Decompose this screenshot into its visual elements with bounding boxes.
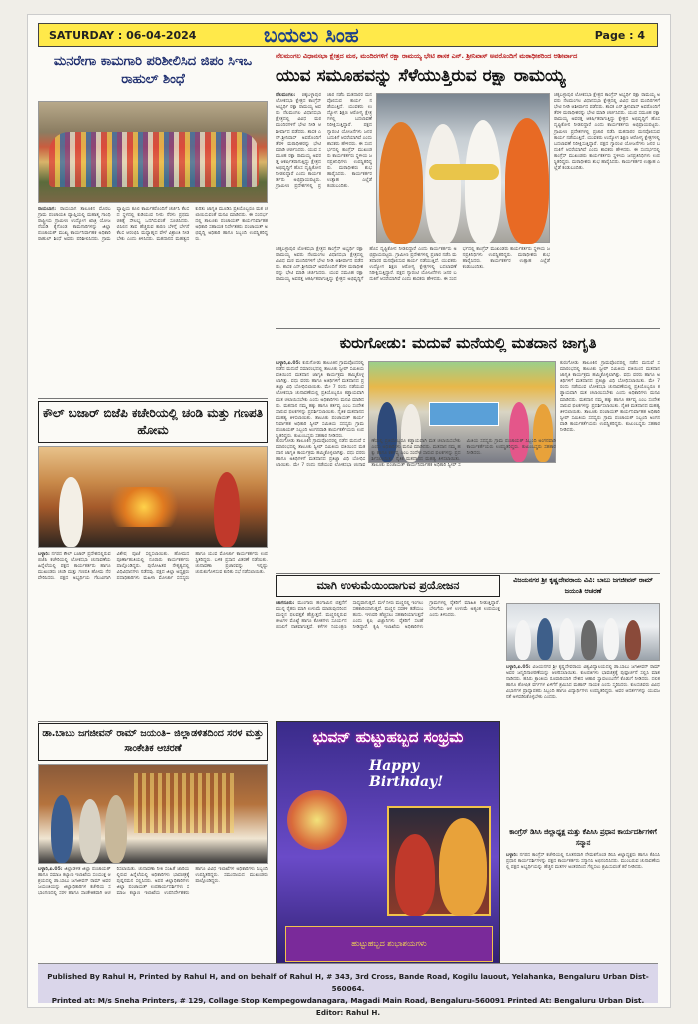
divider — [38, 398, 268, 399]
a7-dateline: ಬಳ್ಳಾರಿ,ಏ.05: — [506, 665, 531, 670]
divider — [38, 721, 268, 722]
a1-headline: ಮನರೇಗಾ ಕಾಮಗಾರಿ ಪರಿಶೀಲಿಸಿದ ಜಿಪಂ ಸಿಇಒ ರಾಹುಲ್ ಶಿಂಧೆ — [53, 54, 253, 87]
a5-dateline: ಬಳ್ಳಾರಿ,ಏ.05: — [276, 361, 301, 366]
a5-headline: ಕುರುಗೋಡು: ಮದುವೆ ಮನೆಯಲ್ಲಿ ಮತದಾನ ಜಾಗೃತಿ — [339, 334, 597, 352]
a5-body-left: ಬಳ್ಳಾರಿ,ಏ.05: ಕುರುಗೋಡು ತಾಲೂಕಿನ ಗ್ರಾಮವೊಂದರಲ್ಲಿ ನಡೆದ ಮದುವೆ ಸಮಾರಂಭದಲ್ಲಿ ತಾಲೂಕು ಸ್ವೀಪ್ ಸಮಿತಿಯ ವತಿಯಿಂದ ಮತದಾನ ಜಾಗೃತಿ ಕಾರ್ಯಕ್ರಮ ಹಮ್ಮಿಕೊಳ್ಳಲಾಗಿತ್ತು. ವಧು ವರರು ಹಾಗೂ ಅತಿಥಿಗಳಿಗೆ ಮತದಾನದ ಪ್ರತಿಜ್ಞಾ ವಿಧಿ ಬೋಧಿಸಲಾಯಿತು. ಮೇ 7 ರಂದು ನಡೆಯುವ ಲೋಕಸಭಾ ಚುನಾವಣೆಯಲ್ಲಿ ಪ್ರತಿಯೊಬ್ಬರೂ ಕಡ್ಡಾಯವಾಗಿ ಮತ ಚಲಾಯಿಸಬೇಕು ಎಂದು ಅಧಿಕಾರಿಗಳು ಮನವಿ ಮಾಡಿದರು. ಮತದಾನ ನಮ್ಮ ಹಕ್ಕು ಹಾಗೂ ಕರ್ತವ್ಯ ಎಂಬ ಸಂದೇಶ ಸಾರುವ ಫಲಕಗಳನ್ನು ಪ್ರದರ್ಶಿಸಲಾಯಿತು. ನೈತಿಕ ಮತದಾನದ ಮಹತ್ವ ತಿಳಿಸಲಾಯಿತು. ತಾಲೂಕು ಪಂಚಾಯತ್ ಕಾರ್ಯನಿರ್ವಾಹಕ ಅಧಿಕಾರಿ ಸ್ವೀಪ್ ಸಮಿತಿಯ ಸದಸ್ಯರು ಗ್ರಾಮ ಪಂಚಾಯತ್ ಸಿಬ್ಬಂದಿ ಅಂಗನವಾಡಿ ಕಾರ್ಯಕರ್ತೆಯರು ಉಪಸ್ಥಿತರಿದ್ದರು. ಕುಟುಂಬಸ್ಥರು ಸಹಕಾರ ನೀಡಿದರು. — [276, 361, 364, 440]
a8-headline-box — [506, 827, 660, 851]
a8-headline: ಕಾಂಗ್ರೆಸ್ ಡಿಸಿಸಿ ಜಿಲ್ಲಾಧ್ಯಕ್ಷ ಮತ್ತು ಕೆಪಿಸಿಸಿ ಪ್ರಧಾನ ಕಾರ್ಯದರ್ಶಿಗಳಿಗೆ ಸನ್ಮಾನ — [509, 828, 657, 847]
footer-imprint — [38, 963, 658, 1017]
a4-headline: ಯುವ ಸಮೂಹವನ್ನು ಸೆಳೆಯುತ್ತಿರುವ ರಕ್ಷಾ ರಾಮಯ್ಯ — [276, 66, 566, 86]
a8-dateline: ಬಳ್ಳಾರಿ: — [506, 853, 518, 858]
footer-line2: Printed at: M/s Sneha Printers, # 129, Collage Stop Kempegowdanagara, Magadi Main Road, Bengaluru-560091 Printed At: Bengaluru Urban Dist. Editor: Rahul H. — [51, 996, 645, 1017]
a5-body-right: ಕುರುಗೋಡು ತಾಲೂಕಿನ ಗ್ರಾಮವೊಂದರಲ್ಲಿ ನಡೆದ ಮದುವೆ ಸಮಾರಂಭದಲ್ಲಿ ತಾಲೂಕು ಸ್ವೀಪ್ ಸಮಿತಿಯ ವತಿಯಿಂದ ಮತದಾನ ಜಾಗೃತಿ ಕಾರ್ಯಕ್ರಮ ಹಮ್ಮಿಕೊಳ್ಳಲಾಗಿತ್ತು. ವಧು ವರರು ಹಾಗೂ ಅತಿಥಿಗಳಿಗೆ ಮತದಾನದ ಪ್ರತಿಜ್ಞಾ ವಿಧಿ ಬೋಧಿಸಲಾಯಿತು. ಮೇ 7 ರಂದು ನಡೆಯುವ ಲೋಕಸಭಾ ಚುನಾವಣೆಯಲ್ಲಿ ಪ್ರತಿಯೊಬ್ಬರೂ ಕಡ್ಡಾಯವಾಗಿ ಮತ ಚಲಾಯಿಸಬೇಕು ಎಂದು ಅಧಿಕಾರಿಗಳು ಮನವಿ ಮಾಡಿದರು. ಮತದಾನ ನಮ್ಮ ಹಕ್ಕು ಹಾಗೂ ಕರ್ತವ್ಯ ಎಂಬ ಸಂದೇಶ ಸಾರುವ ಫಲಕಗಳನ್ನು ಪ್ರದರ್ಶಿಸಲಾಯಿತು. ನೈತಿಕ ಮತದಾನದ ಮಹತ್ವ ತಿಳಿಸಲಾಯಿತು. ತಾಲೂಕು ಪಂಚಾಯತ್ ಕಾರ್ಯನಿರ್ವಾಹಕ ಅಧಿಕಾರಿ ಸ್ವೀಪ್ ಸಮಿತಿಯ ಸದಸ್ಯರು ಗ್ರಾಮ ಪಂಚಾಯತ್ ಸಿಬ್ಬಂದಿ ಅಂಗನವಾಡಿ ಕಾರ್ಯಕರ್ತೆಯರು ಉಪಸ್ಥಿತರಿದ್ದರು. ಕುಟುಂಬಸ್ಥರು ಸಹಕಾರ ನೀಡಿದರು. — [560, 361, 660, 434]
puja-photo — [38, 446, 268, 548]
a3-headline-box — [38, 723, 268, 761]
a6-dateline: ಚಾಗನೂರು: — [276, 601, 295, 606]
a5-body-bottom: ಕುರುಗೋಡು ತಾಲೂಕಿನ ಗ್ರಾಮವೊಂದರಲ್ಲಿ ನಡೆದ ಮದುವೆ ಸಮಾರಂಭದಲ್ಲಿ ತಾಲೂಕು ಸ್ವೀಪ್ ಸಮಿತಿಯ ವತಿಯಿಂದ ಮತದಾನ ಜಾಗೃತಿ ಕಾರ್ಯಕ್ರಮ ಹಮ್ಮಿಕೊಳ್ಳಲಾಗಿತ್ತು. ವಧು ವರರು ಹಾಗೂ ಅತಿಥಿಗಳಿಗೆ ಮತದಾನದ ಪ್ರತಿಜ್ಞಾ ವಿಧಿ ಬೋಧಿಸಲಾಯಿತು. ಮೇ 7 ರಂದು ನಡೆಯುವ ಲೋಕಸಭಾ ಚುನಾವಣೆಯಲ್ಲಿ ಪ್ರತಿಯೊಬ್ಬರೂ ಕಡ್ಡಾಯವಾಗಿ ಮತ ಚಲಾಯಿಸಬೇಕು ಎಂದು ಅಧಿಕಾರಿಗಳು ಮನವಿ ಮಾಡಿದರು. ಮತದಾನ ನಮ್ಮ ಹಕ್ಕು ಹಾಗೂ ಕರ್ತವ್ಯ ಎಂಬ ಸಂದೇಶ ಸಾರುವ ಫಲಕಗಳನ್ನು ಪ್ರದರ್ಶಿಸಲಾಯಿತು. ನೈತಿಕ ಮತದಾನದ ಮಹತ್ವ ತಿಳಿಸಲಾಯಿತು. ತಾಲೂಕು ಪಂಚಾಯತ್ ಕಾರ್ಯನಿರ್ವಾಹಕ ಅಧಿಕಾರಿ ಸ್ವೀಪ್ ಸಮಿತಿಯ ಸದಸ್ಯರು ಗ್ರಾಮ ಪಂಚಾಯತ್ ಸಿಬ್ಬಂದಿ ಅಂಗನವಾಡಿ ಕಾರ್ಯಕರ್ತೆಯರು ಉಪಸ್ಥಿತರಿದ್ದರು. ಕುಟುಂಬಸ್ಥರು ಸಹಕಾರ ನೀಡಿದರು. — [276, 439, 556, 469]
a3-body: ಬಳ್ಳಾರಿ,ಏ.05: ಜಿಲ್ಲಾಡಳಿತ ಜಿಲ್ಲಾ ಪಂಚಾಯತ್ ಹಾಗೂ ಸಮಾಜ ಕಲ್ಯಾಣ ಇಲಾಖೆಯ ಸಂಯುಕ್ತ ಆಶ್ರಯದಲ್ಲಿ ಡಾ.ಬಾಬು ಜಗಜೀವನ್ ರಾಮ್ ಅವರ ಜಯಂತಿಯನ್ನು ಜಿಲ್ಲಾಧಿಕಾರಿಗಳ ಕಚೇರಿಯ ಸಭಾಂಗಣದಲ್ಲಿ ಸರಳ ಹಾಗೂ ಸಾಂಕೇತಿಕವಾಗಿ ಆಚರಿಸಲಾಯಿತು. ಚುನಾವಣಾ ನೀತಿ ಸಂಹಿತೆ ಜಾರಿಯಲ್ಲಿರುವ ಹಿನ್ನೆಲೆಯಲ್ಲಿ ಅಧಿಕಾರಿಗಳು ಭಾವಚಿತ್ರಕ್ಕೆ ಪುಷ್ಪನಮನ ಸಲ್ಲಿಸಿದರು. ಅಪರ ಜಿಲ್ಲಾಧಿಕಾರಿಗಳು ಜಿಲ್ಲಾ ಪಂಚಾಯತ್ ಉಪಕಾರ್ಯದರ್ಶಿಗಳು ಸಮಾಜ ಕಲ್ಯಾಣ ಇಲಾಖೆಯ ಉಪನಿರ್ದೇಶಕರು ಹಾಗೂ ವಿವಿಧ ಇಲಾಖೆಗಳ ಅಧಿಕಾರಿಗಳು ಸಿಬ್ಬಂದಿ ಉಪಸ್ಥಿತರಿದ್ದರು. ಸಮುದಾಯದ ಮುಖಂಡರು ಪಾಲ್ಗೊಂಡಿದ್ದರು. — [38, 867, 268, 897]
a1-body: ರಾಯಬಾಗ: ರಾಯಬಾಗ ತಾಲೂಕಿನ ಮೊರಬ ಗ್ರಾಮ ಪಂಚಾಯತಿ ವ್ಯಾಪ್ತಿಯಲ್ಲಿ ಮಹಾತ್ಮ ಗಾಂಧಿ ರಾಷ್ಟ್ರೀಯ ಗ್ರಾಮೀಣ ಉದ್ಯೋಗ ಖಾತ್ರಿ ಯೋಜನೆಯಡಿ ಕೈಗೊಂಡ ಕಾಮಗಾರಿಗಳನ್ನು ಜಿಲ್ಲಾ ಪಂಚಾಯತ್ ಮುಖ್ಯ ಕಾರ್ಯನಿರ್ವಾಹಕ ಅಧಿಕಾರಿ ರಾಹುಲ್ ಶಿಂಧೆ ಅವರು ಪರಿಶೀಲಿಸಿದರು. ಗ್ರಾಮ ವ್ಯಾಪ್ತಿಯ ಕೂಲಿ ಕಾರ್ಮಿಕರೊಂದಿಗೆ ಚರ್ಚಿಸಿ ಕೆಲಸದ ಸ್ಥಳದಲ್ಲಿ ಕುಡಿಯುವ ನೀರು ನೆರಳು ಪ್ರಥಮ ಚಿಕಿತ್ಸೆ ಸೌಲಭ್ಯ ಒದಗಿಸುವಂತೆ ಸೂಚಿಸಿದರು. ಬಿಸಿಲಿನ ತಾಪ ಹೆಚ್ಚಿರುವ ಕಾರಣ ಬೆಳಿಗ್ಗೆ ಬೇಗನೆ ಕೆಲಸ ಆರಂಭಿಸಿ ಮಧ್ಯಾಹ್ನದ ವೇಳೆ ವಿಶ್ರಾಂತಿ ನೀಡಬೇಕು ಎಂದು ತಿಳಿಸಿದರು. ಮತದಾನದ ಮಹತ್ವದ ಕುರಿತು ಜಾಗೃತಿ ಮೂಡಿಸಿ ಪ್ರತಿಯೊಬ್ಬರೂ ಮತ ಚಲಾಯಿಸುವಂತೆ ಮನವಿ ಮಾಡಿದರು. ಈ ಸಂದರ್ಭದಲ್ಲಿ ತಾಲೂಕು ಪಂಚಾಯತ್ ಕಾರ್ಯನಿರ್ವಾಹಕ ಅಧಿಕಾರಿ ಸಹಾಯಕ ನಿರ್ದೇಶಕರು ಪಂಚಾಯತ್ ಅಭಿವೃದ್ಧಿ ಅಧಿಕಾರಿ ಹಾಗೂ ಸಿಬ್ಬಂದಿ ಉಪಸ್ಥಿತರಿದ್ದರು. — [38, 207, 268, 243]
university-photo — [506, 603, 660, 661]
a6-body: ಚಾಗನೂರು: ಮುಂಗಾರು ಹಂಗಾಮಿನ ಬಿತ್ತನೆಗೆ ಮುನ್ನ ರೈತರು ಮಾಗಿ ಉಳುಮೆ ಮಾಡುವುದರಿಂದ ಮಣ್ಣಿನ ಫಲವತ್ತತೆ ಹೆಚ್ಚುತ್ತದೆ. ಮಣ್ಣಿನಲ್ಲಿರುವ ಕೀಟಗಳ ಮೊಟ್ಟೆ ಹಾಗೂ ಕೋಶಗಳು ಸೂರ್ಯನ ಬಿಸಿಲಿಗೆ ನಾಶವಾಗುತ್ತವೆ. ಕಳೆಗಳ ನಿಯಂತ್ರಣ ಸಾಧ್ಯವಾಗುತ್ತದೆ. ಮಳೆ ನೀರು ಮಣ್ಣಿನಲ್ಲಿ ಇಂಗಲು ಸಹಕಾರಿಯಾಗುತ್ತದೆ. ಮಣ್ಣಿನ ಸವಕಳಿ ತಡೆಯಬಹುದು. ಇಳುವರಿ ಹೆಚ್ಚಿಸಲು ಸಹಕಾರಿಯಾಗುತ್ತದೆ ಎಂದು ಕೃಷಿ ವಿಜ್ಞಾನಿಗಳು ರೈತರಿಗೆ ಸಲಹೆ ನೀಡಿದ್ದಾರೆ. ಕೃಷಿ ಇಲಾಖೆಯ ಅಧಿಕಾರಿಗಳು ಗ್ರಾಮಗಳಲ್ಲಿ ರೈತರಿಗೆ ಮಾಹಿತಿ ನೀಡುತ್ತಿದ್ದಾರೆ. ಬೇಸಿಗೆಯ ಆಳ ಉಳುಮೆ ಅತ್ಯಂತ ಉಪಯುಕ್ತ ಎಂದು ತಿಳಿಸಿದರು. — [276, 601, 500, 631]
a7-headline: ವಿಜಯನಗರ ಶ್ರೀ ಕೃಷ್ಣದೇವರಾಯ ವಿವಿ: ಬಾಬು ಜಗಜೀವನ್ ರಾಮ್ ಜಯಂತಿ ಆಚರಣೆ — [513, 576, 653, 595]
page-number: Page : 4 — [594, 29, 645, 42]
a4-body-right: ಚಿಕ್ಕಬಳ್ಳಾಪುರ ಲೋಕಸಭಾ ಕ್ಷೇತ್ರದ ಕಾಂಗ್ರೆಸ್ ಅಭ್ಯರ್ಥಿ ರಕ್ಷಾ ರಾಮಯ್ಯ ಅವರು ನೆಲಮಂಗಲ ವಿಧಾನಸಭಾ ಕ್ಷೇತ್ರದಲ್ಲಿ ವಿವಿಧ ಮಠ ಮಂದಿರಗಳಿಗೆ ಭೇಟಿ ನೀಡಿ ಆಶೀರ್ವಾದ ಪಡೆದರು. ಶಾಸಕ ಎನ್.ಶ್ರೀನಿವಾಸ್ ಅವರೊಂದಿಗೆ ತೆರಳಿ ಮಠಾಧೀಶರನ್ನು ಭೇಟಿ ಮಾಡಿ ಚರ್ಚಿಸಿದರು. ಯುವ ಸಮೂಹ ರಕ್ಷಾ ರಾಮಯ್ಯ ಅವರತ್ತ ಆಕರ್ಷಿತರಾಗುತ್ತಿದ್ದು ಕ್ಷೇತ್ರದ ಅಭಿವೃದ್ಧಿಗೆ ಹೊಸ ದೃಷ್ಟಿಕೋನ ನೀಡಲಿದ್ದಾರೆ ಎಂದು ಕಾರ್ಯಕರ್ತರು ಅಭಿಪ್ರಾಯಪಟ್ಟರು. ಗ್ರಾಮೀಣ ಪ್ರದೇಶಗಳಲ್ಲಿ ಪ್ರಚಾರ ನಡೆಸಿ ಮತದಾರರ ಮನವೊಲಿಸುವ ಕಾರ್ಯ ನಡೆಯುತ್ತಿದೆ. ಯುವಕರು ಉದ್ಯೋಗ ಶಿಕ್ಷಣ ಆರೋಗ್ಯ ಕ್ಷೇತ್ರಗಳಲ್ಲಿ ಬದಲಾವಣೆ ನಿರೀಕ್ಷಿಸುತ್ತಿದ್ದಾರೆ. ಪಕ್ಷದ ಗ್ಯಾರಂಟಿ ಯೋಜನೆಗಳು ಜನರ ಬದುಕಿಗೆ ಆಸರೆಯಾಗಿವೆ ಎಂದು ಶಾಸಕರು ಹೇಳಿದರು. ಈ ಸಂದರ್ಭದಲ್ಲಿ ಕಾಂಗ್ರೆಸ್ ಮುಖಂಡರು ಕಾರ್ಯಕರ್ತರು ಸ್ಥಳೀಯ ಜನಪ್ರತಿನಿಧಿಗಳು ಉಪಸ್ಥಿತರಿದ್ದರು. ಮಠಾಧೀಶರು ಶುಭ ಹಾರೈಸಿದರು. ಕಾರ್ಯಕರ್ತರ ಉತ್ಸಾಹ ಎಲ್ಲೆಡೆ ಕಂಡುಬಂದಿತು. — [554, 93, 660, 172]
a4-dateline: ನೆಲಮಂಗಲ: — [276, 93, 296, 98]
divider — [276, 573, 660, 574]
a1-dateline: ರಾಯಬಾಗ: — [38, 207, 57, 212]
bday-wish: ಹುಟ್ಟುಹಬ್ಬದ ಶುಭಾಶಯಗಳು — [285, 926, 493, 962]
divider — [276, 328, 660, 329]
swamiji-photo — [376, 93, 550, 243]
birthday-ad — [276, 721, 500, 969]
masthead — [38, 23, 658, 47]
a3-headline: ಡಾ.ಬಾಬು ಜಗಜೀವನ್ ರಾಮ್ ಜಯಂತಿ– ಜಿಲ್ಲಾಡಳಿತದಿಂದ ಸರಳ ಮತ್ತು ಸಾಂಕೇತಿಕ ಆಚರಣೆ — [42, 728, 264, 754]
a3-dateline: ಬಳ್ಳಾರಿ,ಏ.05: — [38, 867, 63, 872]
a4-headline-box — [276, 64, 660, 90]
flower-bouquet-icon — [287, 790, 347, 850]
a8-body: ಬಳ್ಳಾರಿ: ನಗರದ ಕಾಂಗ್ರೆಸ್ ಕಚೇರಿಯಲ್ಲಿ ನೂತನವಾಗಿ ನೇಮಕಗೊಂಡ ಡಿಸಿಸಿ ಜಿಲ್ಲಾಧ್ಯಕ್ಷರು ಹಾಗೂ ಕೆಪಿಸಿಸಿ ಪ್ರಧಾನ ಕಾರ್ಯದರ್ಶಿಗಳನ್ನು ಪಕ್ಷದ ಕಾರ್ಯಕರ್ತರು ಸನ್ಮಾನಿಸಿ ಅಭಿನಂದಿಸಿದರು. ಮುಂಬರುವ ಚುನಾವಣೆಯಲ್ಲಿ ಪಕ್ಷದ ಅಭ್ಯರ್ಥಿಯನ್ನು ಹೆಚ್ಚಿನ ಮತಗಳ ಅಂತರದಿಂದ ಗೆಲ್ಲಿಸಲು ಶ್ರಮಿಸುವಂತೆ ಕರೆ ನೀಡಿದರು. — [506, 853, 660, 871]
birthday-photo — [387, 806, 491, 916]
a6-headline-box — [276, 575, 500, 597]
a2-headline-box — [38, 401, 268, 443]
a4-body-left: ನೆಲಮಂಗಲ: ಚಿಕ್ಕಬಳ್ಳಾಪುರ ಲೋಕಸಭಾ ಕ್ಷೇತ್ರದ ಕಾಂಗ್ರೆಸ್ ಅಭ್ಯರ್ಥಿ ರಕ್ಷಾ ರಾಮಯ್ಯ ಅವರು ನೆಲಮಂಗಲ ವಿಧಾನಸಭಾ ಕ್ಷೇತ್ರದಲ್ಲಿ ವಿವಿಧ ಮಠ ಮಂದಿರಗಳಿಗೆ ಭೇಟಿ ನೀಡಿ ಆಶೀರ್ವಾದ ಪಡೆದರು. ಶಾಸಕ ಎನ್.ಶ್ರೀನಿವಾಸ್ ಅವರೊಂದಿಗೆ ತೆರಳಿ ಮಠಾಧೀಶರನ್ನು ಭೇಟಿ ಮಾಡಿ ಚರ್ಚಿಸಿದರು. ಯುವ ಸಮೂಹ ರಕ್ಷಾ ರಾಮಯ್ಯ ಅವರತ್ತ ಆಕರ್ಷಿತರಾಗುತ್ತಿದ್ದು ಕ್ಷೇತ್ರದ ಅಭಿವೃದ್ಧಿಗೆ ಹೊಸ ದೃಷ್ಟಿಕೋನ ನೀಡಲಿದ್ದಾರೆ ಎಂದು ಕಾರ್ಯಕರ್ತರು ಅಭಿಪ್ರಾಯಪಟ್ಟರು. ಗ್ರಾಮೀಣ ಪ್ರದೇಶಗಳಲ್ಲಿ ಪ್ರಚಾರ ನಡೆಸಿ ಮತದಾರರ ಮನವೊಲಿಸುವ ಕಾರ್ಯ ನಡೆಯುತ್ತಿದೆ. ಯುವಕರು ಉದ್ಯೋಗ ಶಿಕ್ಷಣ ಆರೋಗ್ಯ ಕ್ಷೇತ್ರಗಳಲ್ಲಿ ಬದಲಾವಣೆ ನಿರೀಕ್ಷಿಸುತ್ತಿದ್ದಾರೆ. ಪಕ್ಷದ ಗ್ಯಾರಂಟಿ ಯೋಜನೆಗಳು ಜನರ ಬದುಕಿಗೆ ಆಸರೆಯಾಗಿವೆ ಎಂದು ಶಾಸಕರು ಹೇಳಿದರು. ಈ ಸಂದರ್ಭದಲ್ಲಿ ಕಾಂಗ್ರೆಸ್ ಮುಖಂಡರು ಕಾರ್ಯಕರ್ತರು ಸ್ಥಳೀಯ ಜನಪ್ರತಿನಿಧಿಗಳು ಉಪಸ್ಥಿತರಿದ್ದರು. ಮಠಾಧೀಶರು ಶುಭ ಹಾರೈಸಿದರು. ಕಾರ್ಯಕರ್ತರ ಉತ್ಸಾಹ ಎಲ್ಲೆಡೆ ಕಂಡುಬಂದಿತು. — [276, 93, 372, 190]
a1-headline-box — [38, 53, 268, 101]
a7-body: ಬಳ್ಳಾರಿ,ಏ.05: ವಿಜಯನಗರ ಶ್ರೀ ಕೃಷ್ಣದೇವರಾಯ ವಿಶ್ವವಿದ್ಯಾಲಯದಲ್ಲಿ ಡಾ.ಬಾಬು ಜಗಜೀವನ್ ರಾಮ್ ಅವರ ಜನ್ಮದಿನಾಚರಣೆಯನ್ನು ಆಚರಿಸಲಾಯಿತು. ಕುಲಪತಿಗಳು ಭಾವಚಿತ್ರಕ್ಕೆ ಪುಷ್ಪಾರ್ಚನೆ ಸಲ್ಲಿಸಿ ಮಾತನಾಡಿದರು. ಹಸಿರು ಕ್ರಾಂತಿಯ ರೂವಾರಿಯಾಗಿ ದೇಶದ ಆಹಾರ ಸ್ವಾವಲಂಬನೆಗೆ ಕೊಡುಗೆ ನೀಡಿದರು. ದಲಿತ ಹಾಗೂ ಶೋಷಿತ ವರ್ಗಗಳ ಏಳಿಗೆಗೆ ಶ್ರಮಿಸಿದ ಮಹಾನ್ ನಾಯಕ ಎಂದು ಸ್ಮರಿಸಿದರು. ಕುಲಸಚಿವರು ವಿವಿಧ ವಿಭಾಗಗಳ ಪ್ರಾಧ್ಯಾಪಕರು ಸಿಬ್ಬಂದಿ ಹಾಗೂ ವಿದ್ಯಾರ್ಥಿಗಳು ಉಪಸ್ಥಿತರಿದ್ದರು. ಅವರ ಆದರ್ಶಗಳನ್ನು ಯುವಜನತೆ ಅಳವಡಿಸಿಕೊಳ್ಳಬೇಕು ಎಂದರು. — [506, 665, 660, 701]
ceremony-photo — [38, 764, 268, 864]
a2-headline: ಕೌಲ್ ಬಜಾರ್ ಬಿಜೆಪಿ ಕಚೇರಿಯಲ್ಲಿ ಚಂಡಿ ಮತ್ತು ಗಣಪತಿ ಹೋಮ — [42, 406, 264, 437]
a5-headline-box — [276, 331, 660, 357]
issue-date: SATURDAY : 06-04-2024 — [49, 29, 197, 42]
newspaper-page — [27, 14, 671, 1017]
crowd-photo — [38, 101, 268, 203]
bday-banner: Happy Birthday! — [369, 758, 444, 790]
a7-headline-box — [506, 575, 660, 601]
newspaper-title: ಬಯಲು ಸಿಂಹ — [264, 23, 359, 47]
bday-headline: ಭುವನ್ ಹುಟ್ಟುಹಬ್ಬದ ಸಂಭ್ರಮ — [312, 728, 464, 746]
a2-dateline: ಬಳ್ಳಾರಿ: — [38, 552, 50, 557]
a4-body-bottom: ಚಿಕ್ಕಬಳ್ಳಾಪುರ ಲೋಕಸಭಾ ಕ್ಷೇತ್ರದ ಕಾಂಗ್ರೆಸ್ ಅಭ್ಯರ್ಥಿ ರಕ್ಷಾ ರಾಮಯ್ಯ ಅವರು ನೆಲಮಂಗಲ ವಿಧಾನಸಭಾ ಕ್ಷೇತ್ರದಲ್ಲಿ ವಿವಿಧ ಮಠ ಮಂದಿರಗಳಿಗೆ ಭೇಟಿ ನೀಡಿ ಆಶೀರ್ವಾದ ಪಡೆದರು. ಶಾಸಕ ಎನ್.ಶ್ರೀನಿವಾಸ್ ಅವರೊಂದಿಗೆ ತೆರಳಿ ಮಠಾಧೀಶರನ್ನು ಭೇಟಿ ಮಾಡಿ ಚರ್ಚಿಸಿದರು. ಯುವ ಸಮೂಹ ರಕ್ಷಾ ರಾಮಯ್ಯ ಅವರತ್ತ ಆಕರ್ಷಿತರಾಗುತ್ತಿದ್ದು ಕ್ಷೇತ್ರದ ಅಭಿವೃದ್ಧಿಗೆ ಹೊಸ ದೃಷ್ಟಿಕೋನ ನೀಡಲಿದ್ದಾರೆ ಎಂದು ಕಾರ್ಯಕರ್ತರು ಅಭಿಪ್ರಾಯಪಟ್ಟರು. ಗ್ರಾಮೀಣ ಪ್ರದೇಶಗಳಲ್ಲಿ ಪ್ರಚಾರ ನಡೆಸಿ ಮತದಾರರ ಮನವೊಲಿಸುವ ಕಾರ್ಯ ನಡೆಯುತ್ತಿದೆ. ಯುವಕರು ಉದ್ಯೋಗ ಶಿಕ್ಷಣ ಆರೋಗ್ಯ ಕ್ಷೇತ್ರಗಳಲ್ಲಿ ಬದಲಾವಣೆ ನಿರೀಕ್ಷಿಸುತ್ತಿದ್ದಾರೆ. ಪಕ್ಷದ ಗ್ಯಾರಂಟಿ ಯೋಜನೆಗಳು ಜನರ ಬದುಕಿಗೆ ಆಸರೆಯಾಗಿವೆ ಎಂದು ಶಾಸಕರು ಹೇಳಿದರು. ಈ ಸಂದರ್ಭದಲ್ಲಿ ಕಾಂಗ್ರೆಸ್ ಮುಖಂಡರು ಕಾರ್ಯಕರ್ತರು ಸ್ಥಳೀಯ ಜನಪ್ರತಿನಿಧಿಗಳು ಉಪಸ್ಥಿತರಿದ್ದರು. ಮಠಾಧೀಶರು ಶುಭ ಹಾರೈಸಿದರು. ಕಾರ್ಯಕರ್ತರ ಉತ್ಸಾಹ ಎಲ್ಲೆಡೆ ಕಂಡುಬಂದಿತು. — [276, 247, 550, 283]
a6-headline: ಮಾಗಿ ಉಳುಮೆಯಿಂದಾಗುವ ಪ್ರಯೋಜನ — [316, 579, 460, 592]
a2-body: ಬಳ್ಳಾರಿ: ನಗರದ ಕೌಲ್ ಬಜಾರ್ ಪ್ರದೇಶದಲ್ಲಿರುವ ಬಿಜೆಪಿ ಕಚೇರಿಯಲ್ಲಿ ಲೋಕಸಭಾ ಚುನಾವಣೆಯ ಹಿನ್ನೆಲೆಯಲ್ಲಿ ಪಕ್ಷದ ಕಾರ್ಯಕರ್ತರು ಹಾಗೂ ಮುಖಂಡರು ಚಂಡಿ ಮತ್ತು ಗಣಪತಿ ಹೋಮ ನೆರವೇರಿಸಿದರು. ಪಕ್ಷದ ಅಭ್ಯರ್ಥಿಯ ಗೆಲುವಿಗಾಗಿ ವಿಶೇಷ ಪೂಜೆ ಸಲ್ಲಿಸಲಾಯಿತು. ಹೋಮದ ಪೂರ್ಣಾಹುತಿಯಲ್ಲಿ ನೂರಾರು ಕಾರ್ಯಕರ್ತರು ಪಾಲ್ಗೊಂಡಿದ್ದರು. ಪುರೋಹಿತರ ನೇತೃತ್ವದಲ್ಲಿ ವಿಧಿವಿಧಾನಗಳು ನಡೆದವು. ಪಕ್ಷದ ಜಿಲ್ಲಾ ಅಧ್ಯಕ್ಷರು ಪದಾಧಿಕಾರಿಗಳು ಮಹಿಳಾ ಮೋರ್ಚಾ ಸದಸ್ಯರು ಹಾಗೂ ಯುವ ಮೋರ್ಚಾ ಕಾರ್ಯಕರ್ತರು ಉಪಸ್ಥಿತರಿದ್ದರು. ಬಳಿಕ ಪ್ರಸಾದ ವಿತರಣೆ ನಡೆಯಿತು. ಚುನಾವಣಾ ಪ್ರಚಾರವನ್ನು ಇನ್ನಷ್ಟು ಚುರುಕುಗೊಳಿಸುವ ಕುರಿತು ಸಭೆ ನಡೆಸಲಾಯಿತು. — [38, 552, 268, 582]
a4-kicker: ನೆಲಮಂಗಲ ವಿಧಾನಸಭಾ ಕ್ಷೇತ್ರದ ಮಠ, ಮಂದಿರಗಳಿಗೆ ರಕ್ಷಾ ರಾಮಯ್ಯ ಭೇಟಿ ಶಾಸಕ ಎನ್. ಶ್ರೀನಿವಾಸ್ ಅವರೊಂದಿಗೆ ಮಠಾಧೀಶರಿಂದ ಆಶೀರ್ವಾದ — [276, 52, 578, 60]
footer-line1: Published By Rahul H, Printed by Rahul H, and on behalf of Rahul H, # 343, 3rd Cross, Bande Road, Kogilu lauout, Yelahanka, Bengaluru Urban Dist-560064. — [47, 972, 649, 993]
